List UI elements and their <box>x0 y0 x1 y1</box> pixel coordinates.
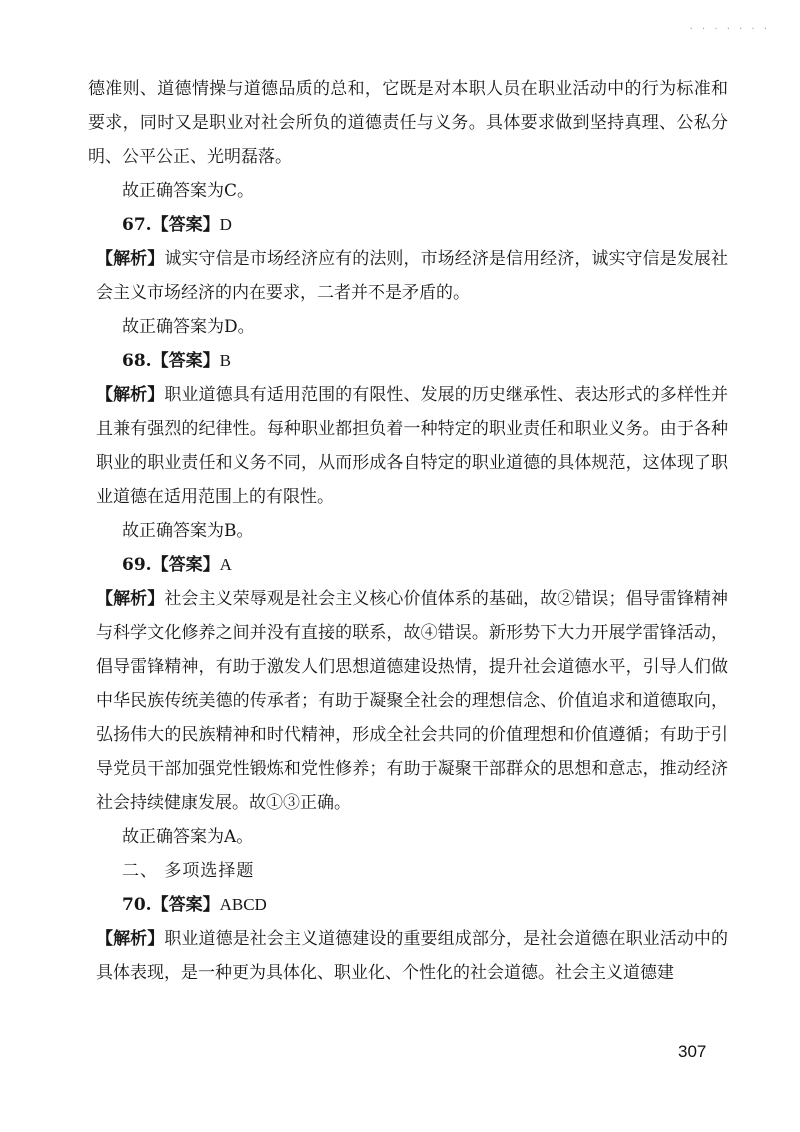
answer-tag: 【答案】 <box>151 555 220 575</box>
answer-tag: 【答案】 <box>151 895 220 915</box>
answer-tag: 【答案】 <box>151 215 220 235</box>
explanation-text: 社会主义荣辱观是社会主义核心价值体系的基础，故②错误；倡导雷锋精神与科学文化修养之间并没有直接的联系，故④错误。新形势下大力开展学雷锋活动，倡导雷锋精神，有助于激发人们思想道德建设热情，提升社会道德水平，引导人们做中华民族传统美德的传承者；有助于凝聚全社会的理想信念、价值追求和道德取向，弘扬伟大的民族精神和时代精神，形成全社会共同的价值理想和价值遵循；有助于引导党员干部加强党性锻炼和党性修养；有助于凝聚干部群众的思想和意志，推动经济社会持续健康发展。故①③正确。 <box>96 589 729 813</box>
answer-line-69 <box>88 548 728 582</box>
question-number: 67. <box>122 215 152 235</box>
answer-value: ABCD <box>219 895 267 914</box>
explanation-tag: 【解析】 <box>96 589 165 609</box>
question-number: 69. <box>122 555 152 575</box>
answer-line-67 <box>88 208 728 242</box>
explanation-tag: 【解析】 <box>96 249 165 269</box>
conclusion-line: 故正确答案为B。 <box>122 521 254 541</box>
answer-value: B <box>219 351 231 370</box>
explanation-tag: 【解析】 <box>96 929 165 949</box>
explanation-paragraph-68 <box>88 378 728 514</box>
intro-paragraph: 德准则、道德情操与道德品质的总和，它既是对本职人员在职业活动中的行为标准和要求，同时又是职业对社会所负的道德责任与义务。具体要求做到坚持真理、公私分明、公平公正、光明磊落。 <box>88 79 728 167</box>
conclusion-line: 故正确答案为C。 <box>122 181 255 201</box>
explanation-paragraph-67 <box>88 242 728 310</box>
explanation-tag: 【解析】 <box>96 385 165 405</box>
page-content <box>88 72 728 990</box>
section-heading: 二、 多项选择题 <box>122 861 255 881</box>
explanation-text: 诚实守信是市场经济应有的法则，市场经济是信用经济，诚实守信是发展社会主义市场经济的内在要求，二者并不是矛盾的。 <box>96 249 729 303</box>
header-marks: · · · · · · · <box>689 24 770 35</box>
explanation-paragraph-69 <box>88 582 728 820</box>
answer-line-68 <box>88 344 728 378</box>
answer-line-70 <box>88 888 728 922</box>
question-number: 68. <box>122 351 152 371</box>
conclusion-line: 故正确答案为D。 <box>122 317 255 337</box>
answer-tag: 【答案】 <box>151 351 220 371</box>
explanation-text: 职业道德具有适用范围的有限性、发展的历史继承性、表达形式的多样性并且兼有强烈的纪律性。每种职业都担负着一种特定的职业责任和职业义务。由于各种职业的职业责任和义务不同，从而形成各自特定的职业道德的具体规范，这体现了职业道德在适用范围上的有限性。 <box>96 385 729 507</box>
answer-value: A <box>219 555 232 574</box>
page-number: 307 <box>678 1042 707 1061</box>
explanation-paragraph-70 <box>88 922 728 990</box>
explanation-text: 职业道德是社会主义道德建设的重要组成部分，是社会道德在职业活动中的具体表现，是一种更为具体化、职业化、个性化的社会道德。社会主义道德建 <box>96 929 729 983</box>
answer-value: D <box>219 215 232 234</box>
conclusion-line: 故正确答案为A。 <box>122 827 254 847</box>
question-number: 70. <box>122 895 152 915</box>
